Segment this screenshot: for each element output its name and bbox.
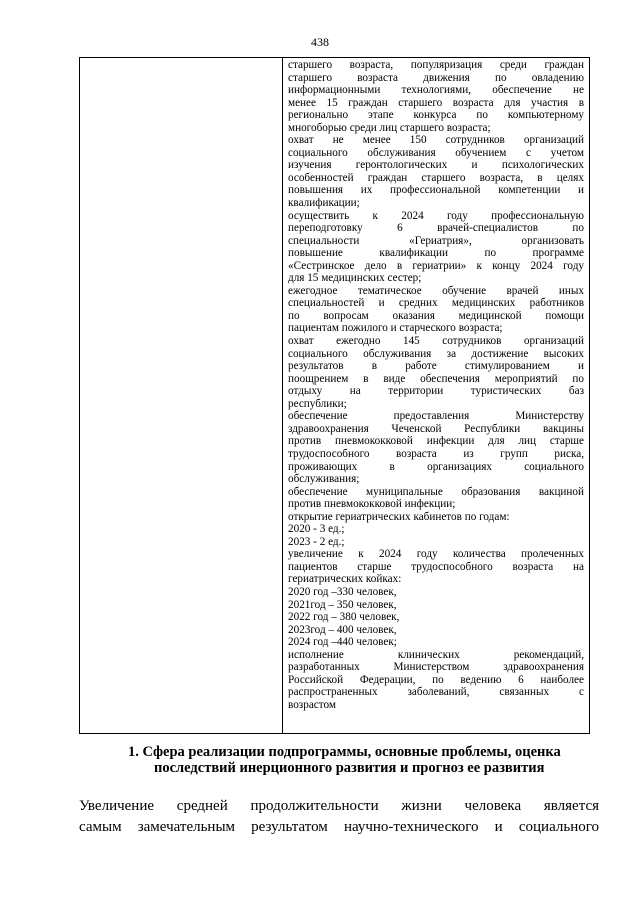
table-cell-line: изучения геронтологических и психологических	[288, 159, 584, 172]
table-cell-line: отдыху на территории туристических баз	[288, 385, 584, 398]
table-cell-line: результатов в работе стимулированием и	[288, 360, 584, 373]
table-cell-line: специальностей и средних медицинских работников	[288, 297, 584, 310]
table-cell-line: квалификации;	[288, 197, 360, 210]
section-heading-line-1: 1. Сфера реализации подпрограммы, основные проблемы, оценка	[128, 744, 561, 760]
table-cell-line: охват ежегодно 145 сотрудников организаций	[288, 335, 584, 348]
table-cell-line: исполнение клинических рекомендаций,	[288, 648, 584, 661]
table-cell-line: разработанных Министерством здравоохранения	[288, 661, 584, 674]
table-cell-line: социального обслуживания обучением с учетом	[288, 146, 584, 159]
table-cell-line: республики;	[288, 397, 347, 410]
table-cell-line: старшего возраста движения по овладению	[288, 71, 584, 84]
table-cell-line: распространенных заболеваний, связанных с	[288, 686, 584, 699]
table-cell-line: увеличение к 2024 году количества пролеченных	[288, 548, 584, 561]
table-cell-line: для 15 медицинских сестер;	[288, 272, 422, 285]
table-cell-line: 2020 год –330 человек,	[288, 585, 397, 598]
table-cell-line: 2023год – 400 человек,	[288, 623, 397, 636]
table-cell-line: пациентов старше трудоспособного возраста на	[288, 560, 584, 573]
table-cell-line: здравоохранения Чеченской Республики вакцины	[288, 422, 584, 435]
section-heading	[128, 744, 598, 776]
table-cell-line: осуществить к 2024 году профессиональную	[288, 209, 584, 222]
table-cell-line: 2020 - 3 ед.;	[288, 523, 345, 536]
table-cell-line: повышение квалификации по программе	[288, 247, 584, 260]
table-cell-line: 2022 год – 380 человек,	[288, 611, 400, 624]
body-paragraph-line-1: Увеличение средней продолжительности жизни человека является	[79, 798, 599, 814]
table-cell-line: социального обслуживания за достижение высоких	[288, 347, 584, 360]
table-cell-line: против пневмококковой инфекции;	[288, 498, 456, 511]
table-cell-line: обслуживания;	[288, 473, 360, 486]
table-cell-line: 2023 - 2 ед.;	[288, 535, 345, 548]
table-cell-line: старшего возраста, популяризация среди граждан	[288, 59, 584, 71]
table-cell-line: проживающих в организациях социального	[288, 460, 584, 473]
table-cell-line: Российской Федерации, по ведению 6 наиболее	[288, 673, 584, 686]
table-cell-line: охват не менее 150 сотрудников организаций	[288, 134, 584, 147]
table-cell-line: открытие гериатрических кабинетов по годам:	[288, 510, 510, 523]
table-cell-line: по вопросам оказания медицинской помощи	[288, 309, 584, 322]
table-cell-activities	[288, 59, 584, 711]
table-cell-line: менее 15 граждан старшего возраста для участия в	[288, 96, 584, 109]
table-cell-line: ежегодное тематическое обучение врачей иных	[288, 284, 584, 297]
table-column-divider	[282, 58, 283, 733]
table-cell-line: 2024 год –440 человек;	[288, 636, 397, 649]
table-cell-line: поощрением в виде обеспечения мероприятий по	[288, 372, 584, 385]
table-cell-line: трудоспособного возраста из групп риска,	[288, 447, 584, 460]
table-cell-line: 2021год – 350 человек,	[288, 598, 397, 611]
section-heading-line-2: последствий инерционного развития и прогноз ее развития	[154, 760, 545, 776]
body-paragraph-line-2: самым замечательным результатом научно-технического и социального	[79, 819, 599, 835]
table-cell-line: против пневмококковой инфекции для лиц старше	[288, 435, 584, 448]
table-cell-line: информационными технологиями, обеспечение не	[288, 84, 584, 97]
table-cell-line: повышения их профессиональной компетенции и	[288, 184, 584, 197]
table-cell-line: «Сестринское дело в гериатрии» к концу 2024 году	[288, 259, 584, 272]
table-cell-line: переподготовку 6 врачей-специалистов по	[288, 222, 584, 235]
table-cell-line: специальности «Гериатрия», организовать	[288, 234, 584, 247]
table-cell-line: возрастом	[288, 698, 336, 711]
page-number: 438	[311, 35, 329, 49]
table-cell-line: пациентам пожилого и старческого возраста;	[288, 322, 503, 335]
document-table	[79, 57, 590, 734]
table-cell-line: обеспечение предоставления Министерству	[288, 410, 584, 423]
table-cell-line: обеспечение муниципальные образования вакциной	[288, 485, 584, 498]
table-cell-line: регионально этапе конкурса по компьютерному	[288, 109, 584, 122]
table-cell-line: многоборью среди лиц старшего возраста;	[288, 121, 491, 134]
table-cell-line: гериатрических койках:	[288, 573, 402, 586]
table-cell-line: особенностей граждан старшего возраста, в целях	[288, 171, 584, 184]
